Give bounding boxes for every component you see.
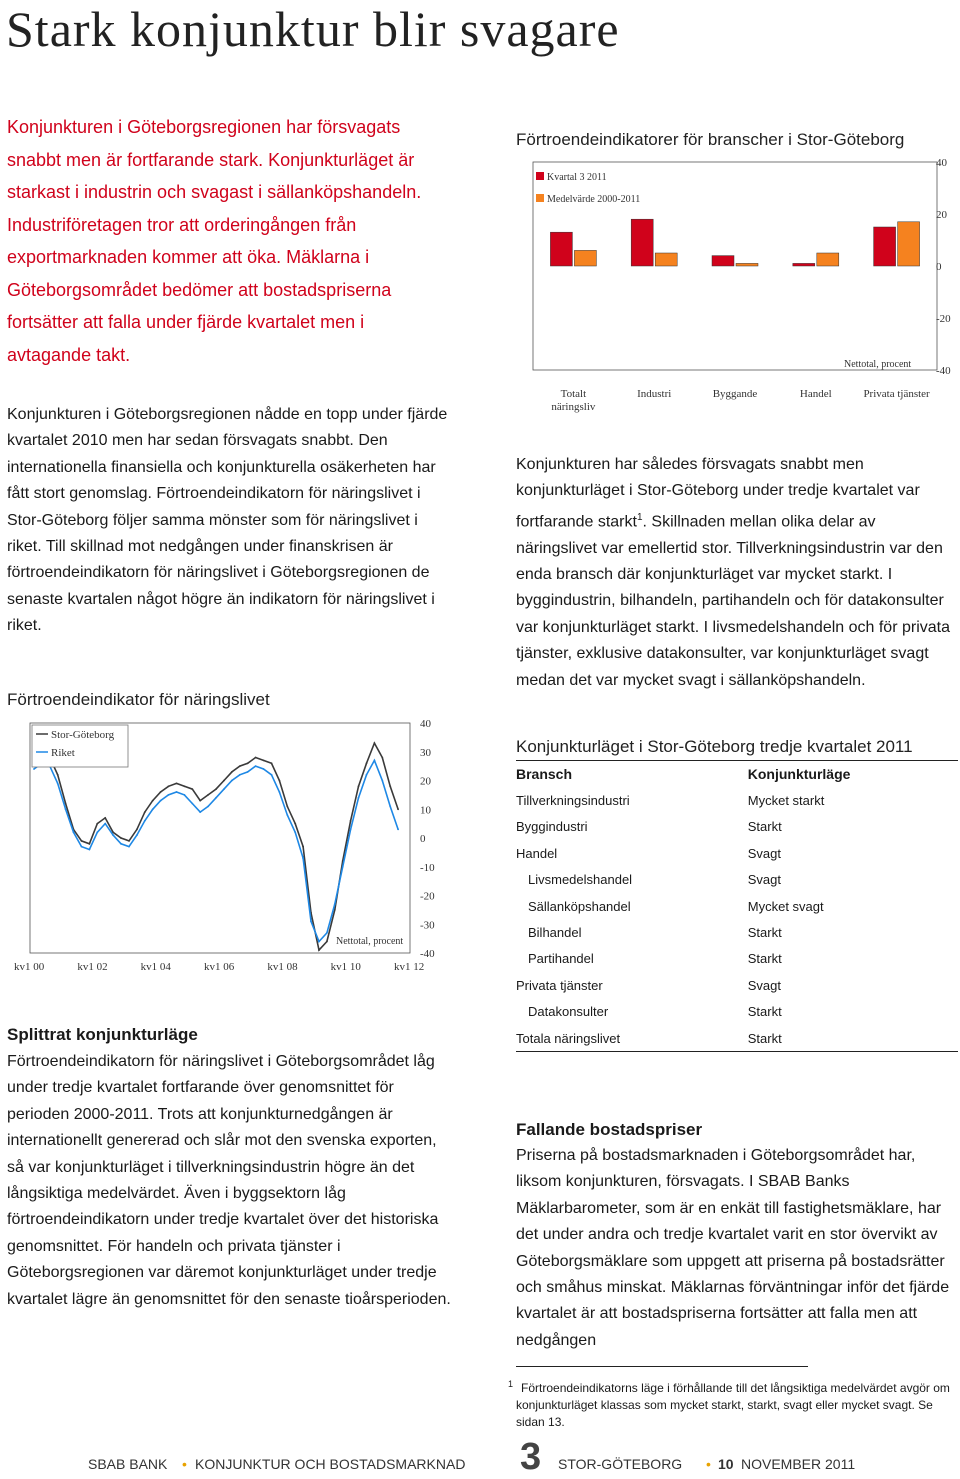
table-row (516, 919, 958, 945)
line-point (318, 941, 320, 943)
line-point (397, 829, 399, 831)
line-point (326, 932, 328, 934)
body-paragraph-1: Konjunkturen i Göteborgsregionen nådde en topp under fjärde kvartalet 2010 men har sedan försvagats snabbt. Den internationella finansiella och konjunkturella osäkerheten har fått stort genomslag. Förtroendeindikatorn för näringslivet i Stor-Göteborg följer samma mönster som för näringslivet i riket. Till skillnad mot nedgången under finanskrisen är förtroendeindikatorn för näringslivet i Göteborgsregionen de senaste kvartalen något högre än indikatorn för näringslivet i riket. (7, 406, 448, 635)
bar-chart-category-label: Industri (637, 388, 672, 400)
table-cell-bransch: Byggindustri (516, 819, 588, 835)
table-row (516, 867, 958, 893)
table-row (516, 999, 958, 1025)
line-point (342, 866, 344, 868)
line-point (239, 765, 241, 767)
body-paragraph-4: Priserna på bostadsmarknaden i Göteborgsområdet har, liksom konjunkturen, försvagats. I SBAB Banks Mäklarbarometer, som är en enkät till fastighetsmäklare, har det under andra och tredje kvartalet varit en stor övervikt av Göteborgsmäklare som uppgett att priserna på bostadsrätter och småhus minskat. Mäklarnas förväntningar inför det fjärde kvartalet är att bostadspriserna fortsätter att falla men att nedgången (516, 1147, 950, 1349)
section-heading-bostadspriser: Fallande bostadspriser (516, 1120, 703, 1139)
footnote (508, 1376, 956, 1431)
table-row (516, 787, 958, 813)
table-cell-bransch: Bilhandel (528, 925, 582, 941)
line-point (271, 774, 273, 776)
line-point (239, 774, 241, 776)
line-point (279, 780, 281, 782)
line-point (128, 840, 130, 842)
line-point (112, 834, 114, 836)
line-point (215, 788, 217, 790)
bar-avg (736, 263, 758, 266)
line-point (389, 785, 391, 787)
table-cell-bransch: Handel (516, 845, 558, 861)
line-point (136, 829, 138, 831)
lead-paragraph: Konjunkturen i Göteborgsregionen har försvagats snabbt men är fortfarande stark. Konjunkturläget är starkast i industrin och svagast i sällanköpshandeln. Industriföretagen tror att orderingången från exportmarknaden kommer att öka. Mäklarna i Göteborgsområdet bedömer att bostadspriserna fortsätter att falla under fjärde kvartalet men i avtagande takt. (7, 117, 422, 365)
line-point (73, 831, 75, 833)
bar-chart-unit-label: Nettotal, procent (844, 359, 912, 370)
line-point (374, 742, 376, 744)
line-chart-x-tick: kv1 00 (14, 961, 45, 973)
bar-q3 (793, 263, 815, 266)
line-point (271, 762, 273, 764)
table-row (516, 972, 958, 998)
line-point (160, 800, 162, 802)
line-point (334, 903, 336, 905)
table-cell-konjunkturlage: Svagt (747, 845, 782, 861)
bar-chart-category-label: Handel (799, 388, 832, 400)
line-point (326, 941, 328, 943)
bar-q3 (874, 227, 896, 266)
line-point (199, 800, 201, 802)
footnote-text: Förtroendeindikatorns läge i förhållande till det långsiktiga medelvärdet avgör om konjunkturläget klassas som mycket starkt, starkt, svagt eller mycket svagt. Se sidan 13. (516, 1381, 950, 1429)
line-point (81, 840, 83, 842)
konjunktur-table (516, 760, 958, 1052)
legend-label-q3: Kvartal 3 2011 (547, 172, 607, 183)
line-point (33, 768, 35, 770)
line-point (263, 760, 265, 762)
line-point (247, 762, 249, 764)
line-chart-y-tick: 30 (420, 746, 431, 759)
line-point (184, 785, 186, 787)
bar-chart-y-tick: -40 (936, 365, 951, 377)
line-point (397, 808, 399, 810)
bar-chart-y-tick: 40 (936, 157, 947, 169)
paragraph-3-start: Konjunkturen har således försvagats snabbt men konjunkturläget i Stor-Göteborg under tredje kvartalet var fortfarande starkt (516, 456, 920, 531)
footer-publication: KONJUNKTUR OCH BOSTADSMARKNAD (195, 1456, 466, 1472)
line-chart-y-tick: 10 (420, 804, 431, 817)
line-point (247, 771, 249, 773)
footer-bullet-1: • (182, 1456, 187, 1472)
table-cell-bransch: Partihandel (528, 951, 594, 967)
bar-q3 (712, 256, 734, 266)
line-point (65, 808, 67, 810)
line-point (176, 783, 178, 785)
line-point (199, 811, 201, 813)
table-cell-konjunkturlage: Starkt (747, 925, 782, 941)
footnote-mark: 1 (508, 1379, 514, 1389)
bar-q3 (631, 219, 653, 266)
table-title: Konjunkturläget i Stor-Göteborg tredje kvartalet 2011 (516, 737, 913, 756)
page-number: 3 (520, 1436, 542, 1478)
bar-chart-svg (516, 152, 958, 422)
line-point (184, 794, 186, 796)
line-chart-y-tick: 20 (420, 775, 431, 788)
table-cell-konjunkturlage: Starkt (747, 819, 782, 835)
line-point (381, 780, 383, 782)
table-cell-bransch: Sällanköpshandel (528, 898, 631, 914)
line-point (302, 846, 304, 848)
line-point (136, 834, 138, 836)
line-point (374, 760, 376, 762)
line-point (358, 785, 360, 787)
line-chart-unit-label: Nettotal, procent (336, 936, 404, 947)
bar-q3 (550, 232, 572, 266)
line-point (318, 949, 320, 951)
line-point (96, 831, 98, 833)
line-point (96, 823, 98, 825)
line-point (176, 791, 178, 793)
line-point (89, 849, 91, 851)
line-point (279, 791, 281, 793)
line-chart-y-tick: -30 (420, 919, 435, 932)
body-paragraph-2: Förtroendeindikatorn för näringslivet i Göteborgsområdet låg under tredje kvartalet fortfarande över genomsnittet för perioden 2000-2011. Trots att konjunkturnedgången är internationellt genererad och slår mot den svenska exporten, så var konjunkturläget i tillverkningsindustrin högre än det långsiktiga medelvärdet. Även i byggsektorn låg förtroendeindikatorn under tredje kvartalet över det historiska genomsnittet. För handeln och privata tjänster i Göteborgsregionen var däremot konjunkturläget under tredje kvartalet lägre än genomsnittet för den senaste tioårsperioden. (7, 1053, 451, 1308)
line-chart (0, 712, 452, 980)
line-point (255, 757, 257, 759)
table-cell-konjunkturlage: Mycket svagt (747, 898, 824, 914)
line-point (207, 806, 209, 808)
line-chart-y-tick: -20 (420, 890, 435, 903)
table-header-konjunkturlage: Konjunkturläge (747, 766, 851, 783)
bar-avg (898, 222, 920, 266)
page-footer (0, 1436, 960, 1479)
bar-chart (516, 152, 958, 422)
bar-chart-ticks (936, 157, 951, 377)
line-point (389, 806, 391, 808)
footer-date-day: 10 (718, 1456, 734, 1472)
bar-avg (574, 250, 596, 266)
line-point (294, 831, 296, 833)
line-chart-x-tick: kv1 08 (267, 961, 298, 973)
bar-chart-bars (550, 219, 919, 266)
line-point (350, 829, 352, 831)
table-cell-konjunkturlage: Svagt (747, 872, 782, 888)
line-point (144, 820, 146, 822)
footer-brand: SBAB BANK (88, 1456, 168, 1472)
line-chart-x-tick: kv1 10 (330, 961, 361, 973)
line-chart-x-tick: kv1 12 (394, 961, 425, 973)
line-chart-series (33, 742, 399, 951)
konjunktur-table-grid (516, 761, 958, 1051)
table-row (516, 840, 958, 866)
line-point (310, 921, 312, 923)
table-cell-konjunkturlage: Starkt (747, 951, 782, 967)
footer-region: STOR-GÖTEBORG (558, 1456, 683, 1472)
line-point (263, 768, 265, 770)
line-point (168, 785, 170, 787)
line-point (104, 823, 106, 825)
table-cell-konjunkturlage: Starkt (747, 1030, 782, 1046)
bar-chart-category-label: Privata tjänster (863, 388, 930, 400)
line-point (286, 806, 288, 808)
line-chart-y-tick: -10 (420, 861, 435, 874)
table-cell-bransch: Livsmedelshandel (528, 872, 633, 888)
line-point (366, 774, 368, 776)
page-title: Stark konjunktur blir svagare (6, 1, 620, 57)
table-header-bransch: Bransch (516, 766, 573, 783)
line-chart-x-tick: kv1 06 (204, 961, 235, 973)
table-row (516, 814, 958, 840)
legend-swatch-q3 (536, 172, 544, 180)
table-cell-konjunkturlage: Starkt (747, 1004, 782, 1020)
bar-avg (655, 253, 677, 266)
legend-swatch-avg (536, 194, 544, 202)
line-point (215, 797, 217, 799)
table-cell-bransch: Totala näringslivet (516, 1030, 621, 1046)
line-point (57, 774, 59, 776)
line-chart-svg (0, 712, 452, 980)
line-point (65, 803, 67, 805)
line-point (302, 857, 304, 859)
line-point (223, 788, 225, 790)
line-point (255, 765, 257, 767)
footer-bullet-2: • (706, 1456, 711, 1472)
line-chart-x-tick: kv1 04 (140, 961, 171, 973)
line-point (120, 837, 122, 839)
line-point (104, 817, 106, 819)
line-chart-title: Förtroendeindikator för näringslivet (7, 690, 270, 709)
bar-chart-y-tick: 0 (936, 261, 942, 273)
table-row (516, 946, 958, 972)
line-point (231, 771, 233, 773)
line-chart-y-tick: -40 (420, 948, 435, 960)
line-stor-goteborg (34, 743, 398, 950)
bar-chart-y-tick: 20 (936, 209, 947, 221)
legend-label-avg: Medelvärde 2000-2011 (547, 194, 641, 205)
section-heading-splittrat: Splittrat konjunkturläge (7, 1025, 198, 1044)
bar-avg (817, 253, 839, 266)
bar-chart-y-tick: -20 (936, 313, 951, 325)
line-point (294, 823, 296, 825)
bar-chart-title: Förtroendeindikatorer för branscher i Stor-Göteborg (516, 130, 905, 149)
line-point (223, 780, 225, 782)
table-row (516, 1025, 958, 1051)
paragraph-3-end: . Skillnaden mellan olika delar av näringslivet var emellertid stor. Tillverkningsindustrin var den enda bransch där konjunkturläget var mycket starkt. I byggindustrin, bilhandeln, partihandeln och för datakonsulter var konjunkturläget starkt. I livsmedelshandeln och för privata tjänster, exklusive datakonsulter, var konjunkturläget svagt medan det var mycket svagt i sällanköpshandeln. (516, 513, 950, 689)
footnote-divider (516, 1366, 808, 1367)
line-point (191, 788, 193, 790)
legend-label-riket: Riket (51, 747, 75, 759)
line-point (128, 846, 130, 848)
line-point (381, 757, 383, 759)
line-point (57, 783, 59, 785)
footnote-ref: 1 (636, 511, 643, 523)
line-point (160, 791, 162, 793)
bar-chart-category-label: Totalt näringsliv (551, 388, 596, 413)
bar-chart-category-label: Byggande (712, 388, 758, 400)
line-point (366, 762, 368, 764)
legend-label-stor-goteborg: Stor-Göteborg (51, 729, 115, 741)
line-point (81, 846, 83, 848)
line-chart-y-tick: 0 (420, 833, 426, 845)
line-point (286, 814, 288, 816)
table-cell-konjunkturlage: Mycket starkt (747, 793, 825, 809)
line-point (144, 811, 146, 813)
line-point (120, 843, 122, 845)
line-point (191, 803, 193, 805)
footer-date-rest: NOVEMBER 2011 (741, 1456, 856, 1472)
table-header-row (516, 761, 958, 787)
table-cell-konjunkturlage: Svagt (747, 977, 782, 993)
line-point (89, 843, 91, 845)
line-point (358, 797, 360, 799)
line-riket (34, 760, 398, 941)
line-point (152, 800, 154, 802)
line-point (350, 820, 352, 822)
table-cell-bransch: Datakonsulter (528, 1004, 609, 1020)
line-point (207, 794, 209, 796)
body-paragraph-3 (516, 452, 958, 694)
table-cell-bransch: Tillverkningsindustri (516, 793, 630, 809)
line-point (152, 808, 154, 810)
line-point (231, 780, 233, 782)
line-chart-y-tick: 40 (420, 718, 431, 730)
table-cell-bransch: Privata tjänster (516, 977, 603, 993)
line-point (168, 794, 170, 796)
line-chart-x-tick: kv1 02 (77, 961, 108, 973)
table-row (516, 893, 958, 919)
